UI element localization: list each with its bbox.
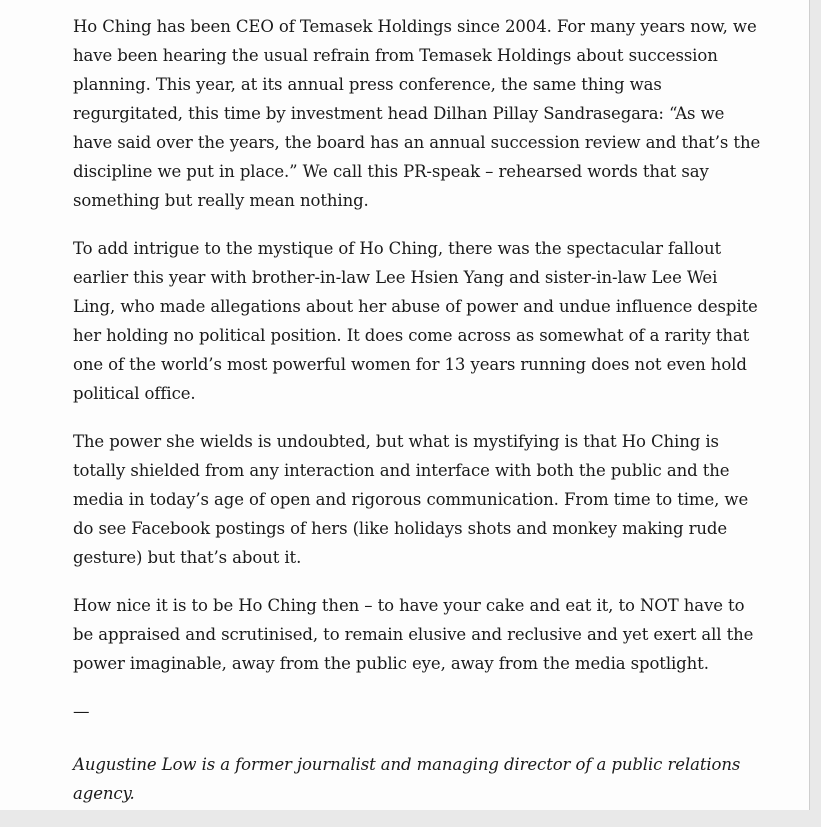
author-byline: Augustine Low is a former journalist and managing director of a public relations agency. xyxy=(73,755,741,803)
article-body xyxy=(73,12,763,827)
article-paragraph-1: Ho Ching has been CEO of Temasek Holdings since 2004. For many years now, we have been hearing the usual refrain from Temasek Holdings about succession planning. This year, at its annual press conference, the same thing was regurgitated, this time by investment head Dilhan Pillay Sandrasegara: “As we have said over the years, the board has an annual succession review and that’s the discipline we put in place.” We call this PR-speak – rehearsed words that say something but really mean nothing. xyxy=(73,17,761,210)
section-separator: — xyxy=(73,702,90,721)
article-paragraph-2: To add intrigue to the mystique of Ho Ching, there was the spectacular fallout earlier this year with brother-in-law Lee Hsien Yang and sister-in-law Lee Wei Ling, who made allegations about her abuse of power and undue influence despite her holding no political position. It does come across as somewhat of a rarity that one of the world’s most powerful women for 13 years running does not even hold political office. xyxy=(73,239,758,403)
article-paragraph-4: How nice it is to be Ho Ching then – to have your cake and eat it, to NOT have to be appraised and scrutinised, to remain elusive and reclusive and yet exert all the power imaginable, away from the public eye, away from the media spotlight. xyxy=(73,596,754,673)
article-paragraph-3: The power she wields is undoubted, but what is mystifying is that Ho Ching is totally shielded from any interaction and interface with both the public and the media in today’s age of open and rigorous communication. From time to time, we do see Facebook postings of hers (like holidays shots and monkey making rude gesture) but that’s about it. xyxy=(73,432,749,567)
